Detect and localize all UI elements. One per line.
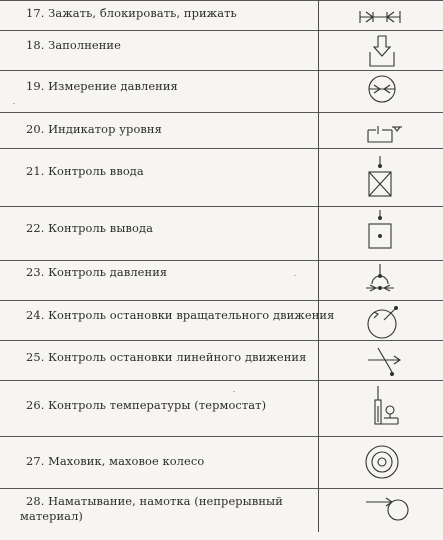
- row-label: 28. Наматывание, намотка (непрерывный материал): [20, 494, 283, 523]
- row-label: 18. Заполнение: [26, 38, 121, 52]
- row-label: 23. Контроль давления: [26, 265, 168, 279]
- input-control-symbol-icon: [356, 154, 416, 202]
- row-label: 27. Маховик, маховое колесо: [26, 454, 205, 468]
- pressure-measurement-symbol-icon: [356, 67, 416, 115]
- thermostat-symbol-icon: [358, 384, 418, 432]
- winding-symbol-icon: [358, 488, 418, 536]
- table-row: [0, 436, 443, 488]
- linear-stop-control-symbol-icon: [358, 338, 418, 386]
- flywheel-symbol-icon: [356, 440, 416, 488]
- row-label: 26. Контроль температуры (термостат): [26, 398, 267, 412]
- table-row: [0, 112, 443, 148]
- row-label: 17. Зажать, блокировать, прижать: [26, 6, 237, 20]
- scan-speck: [13, 103, 15, 104]
- table-row: [0, 340, 443, 380]
- row-label: 19. Измерение давления: [26, 79, 178, 93]
- table-row: [0, 260, 443, 300]
- table-row: [0, 70, 443, 112]
- table-row: [0, 300, 443, 340]
- table-row: [0, 0, 443, 30]
- table-row: [0, 30, 443, 70]
- table-row: [0, 148, 443, 206]
- table-row: [0, 488, 443, 532]
- scan-speck: [233, 391, 235, 392]
- table-row: [0, 380, 443, 436]
- row-label: 21. Контроль ввода: [26, 164, 144, 178]
- output-control-symbol-icon: [356, 210, 416, 258]
- row-label: 20. Индикатор уровня: [26, 122, 162, 136]
- row-label: 24. Контроль остановки вращательного движения: [26, 308, 335, 322]
- table-row: [0, 206, 443, 260]
- pressure-control-symbol-icon: [358, 256, 418, 304]
- row-label: 22. Контроль вывода: [26, 221, 153, 235]
- scan-speck: [294, 275, 296, 276]
- row-label: 25. Контроль остановки линейного движения: [26, 350, 307, 364]
